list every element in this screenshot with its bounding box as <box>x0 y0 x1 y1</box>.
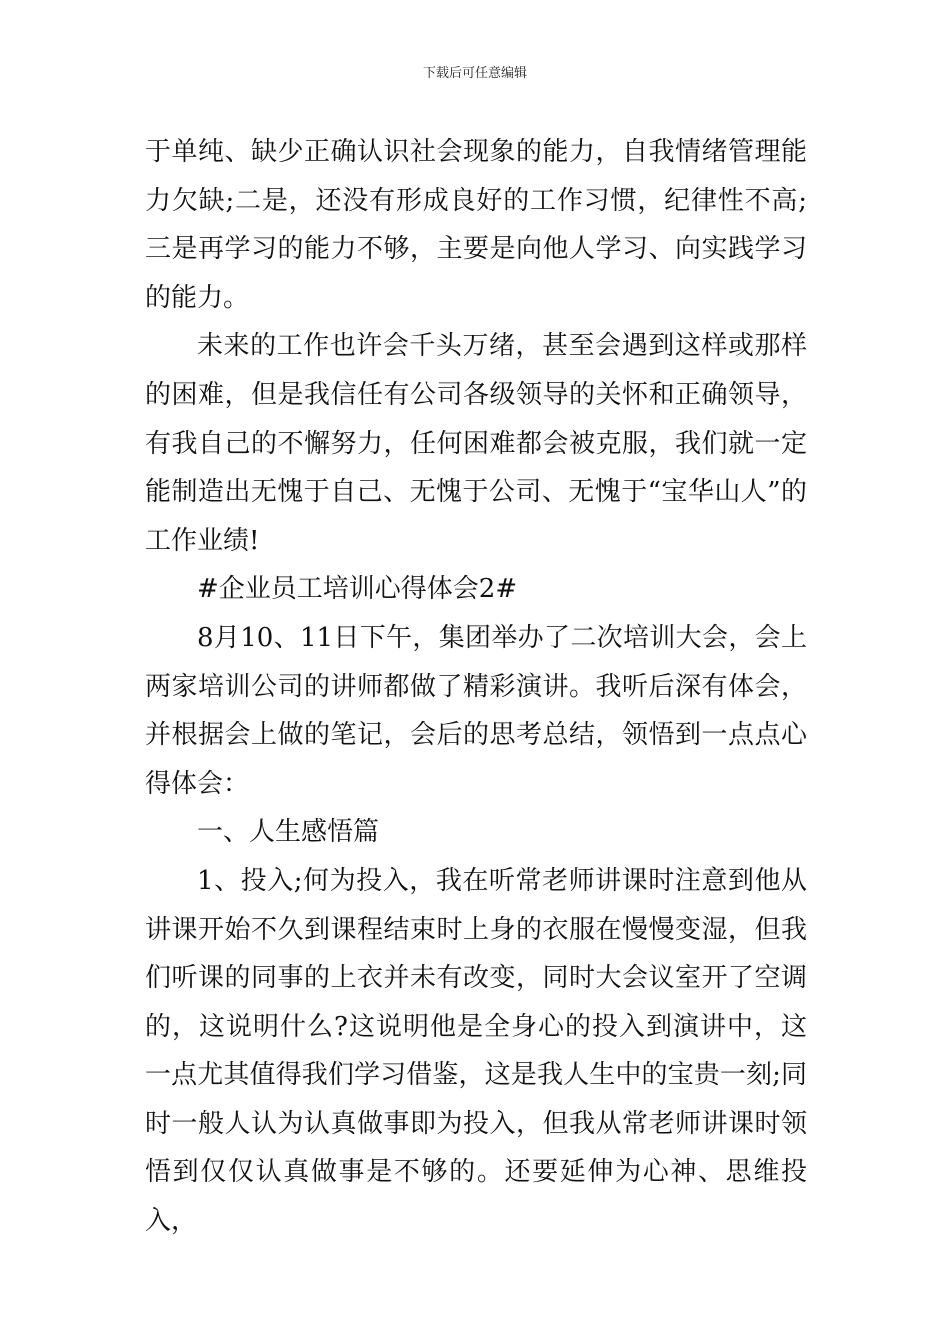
subsection-heading: 一、人生感悟篇 <box>197 817 380 848</box>
page-header: 下载后可任意编辑 <box>422 66 527 81</box>
paragraph-3: 8月10、11日下午，集团举办了二次培训大会，会上两家培训公司的讲师都做了精彩演讲。我听后深有体会，并根据会上做的笔记，会后的思考总结，领悟到一点点心得体会： <box>145 622 807 799</box>
paragraph-4: 1、投入;何为投入，我在听常老师讲课时注意到他从讲课开始不久到课程结束时上身的衣服在慢慢变湿，但我们听课的同事的上衣并未有改变，同时大会议室开了空调的，这说明什么?这说明他是全身心的投入到演讲中，这一点尤其值得我们学习借鉴，这是我人生中的宝贵一刻;同时一般人认为认真做事即为投入，但我从常老师讲课时领悟到仅仅认真做事是不够的。还要延伸为心神、思维投入， <box>145 865 807 1237</box>
paragraph-1: 于单纯、缺少正确认识社会现象的能力，自我情绪管理能力欠缺;二是，还没有形成良好的工作习惯，纪律性不高;三是再学习的能力不够，主要是向他人学习、向实践学习的能力。 <box>145 137 807 313</box>
section-heading-2: #企业员工培训心得体会2# <box>197 574 518 605</box>
document-body <box>145 128 807 1246</box>
paragraph-2: 未来的工作也许会千头万绪，甚至会遇到这样或那样的困难，但是我信任有公司各级领导的关怀和正确领导，有我自己的不懈努力，任何困难都会被克服，我们就一定能制造出无愧于自己、无愧于公司、无愧于“宝华山人”的工作业绩! <box>145 331 807 556</box>
